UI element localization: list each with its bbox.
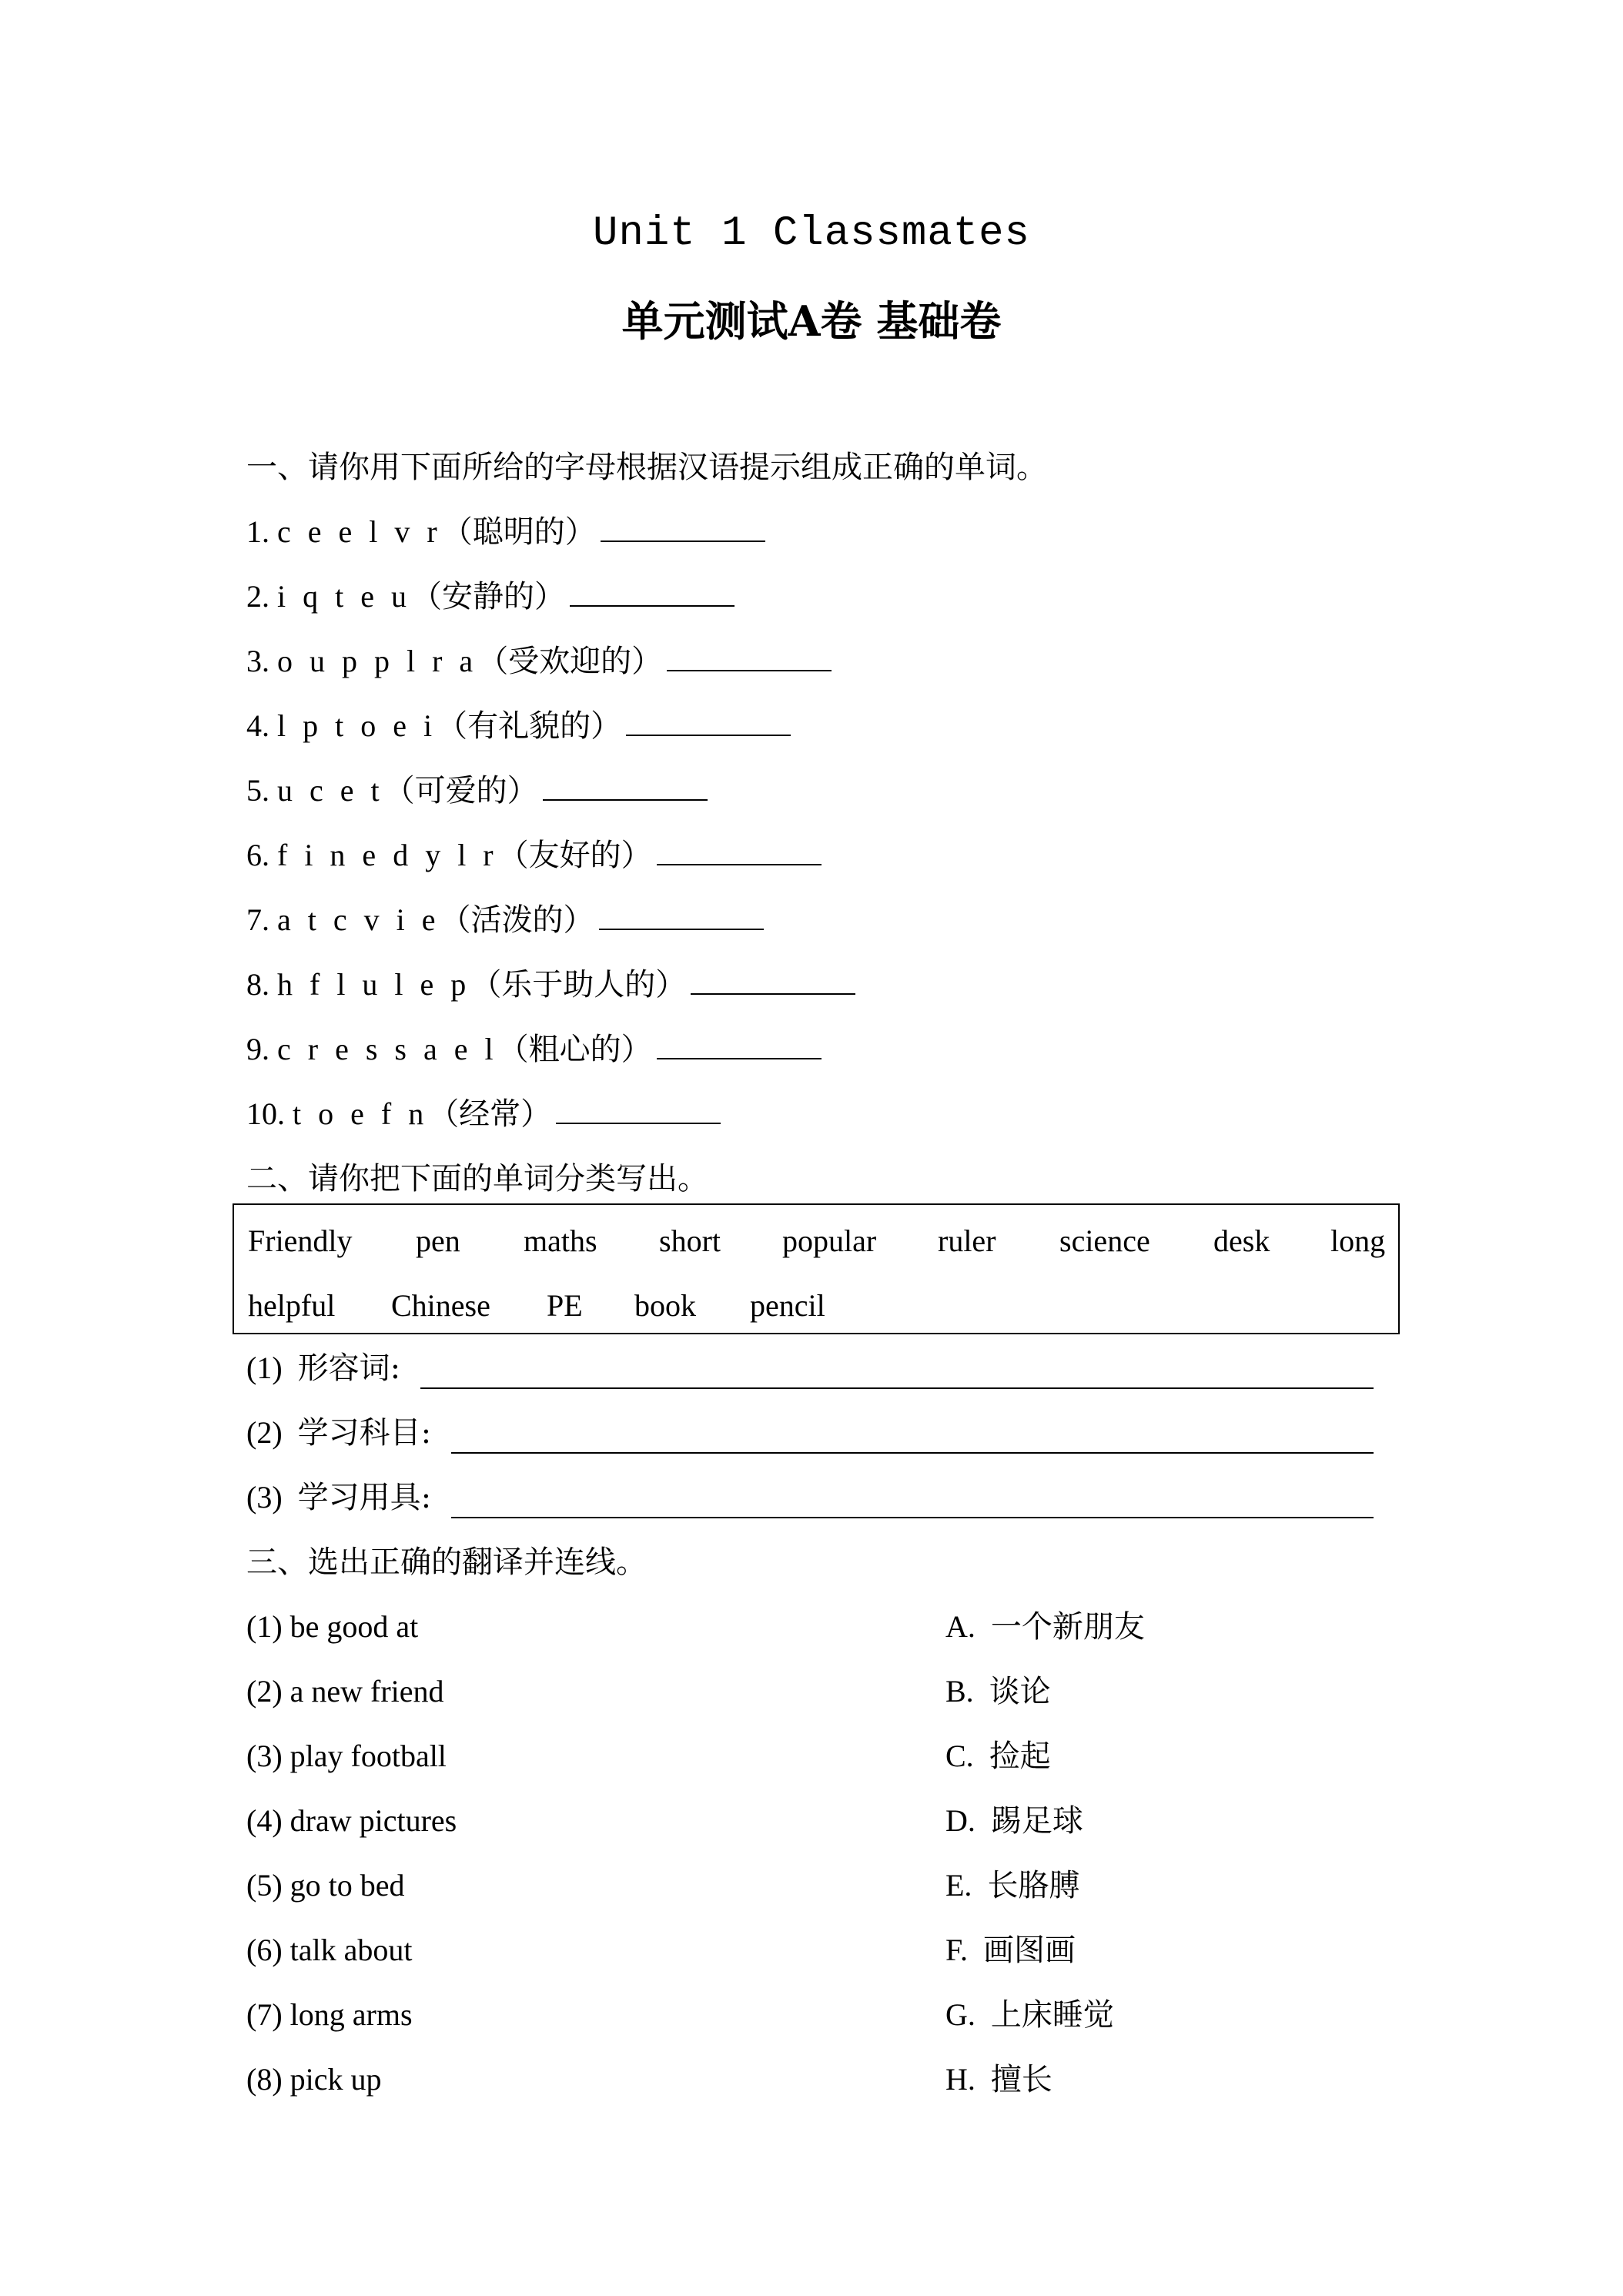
item-number: 5. <box>246 773 269 808</box>
option-text: 踢足球 <box>990 1803 1083 1839</box>
option-text: 谈论 <box>989 1674 1051 1709</box>
category-label: 学习用具: <box>297 1480 432 1515</box>
category-number: (3) <box>246 1480 283 1514</box>
option-letter: E. <box>945 1868 972 1903</box>
option-letter: D. <box>945 1803 975 1838</box>
chinese-hint: （安静的） <box>410 579 565 614</box>
translation-item <box>945 1672 1051 1711</box>
category-number: (2) <box>246 1415 283 1450</box>
word-bank-word: short <box>659 1223 721 1258</box>
translation-item <box>945 1737 1051 1776</box>
option-text: 上床睡觉 <box>990 1997 1114 2033</box>
word-bank-word: ruler <box>938 1223 996 1258</box>
category-answer-blank[interactable] <box>420 1386 1374 1389</box>
chinese-hint: （乐于助人的） <box>470 967 687 1002</box>
option-text: 画图画 <box>983 1933 1076 1968</box>
scrambled-letters: l p t o e i <box>277 708 437 743</box>
section3-heading: 三、选出正确的翻译并连线。 <box>246 1545 647 1580</box>
scrambled-letters: i q t e u <box>277 579 411 614</box>
item-number: 7. <box>246 902 269 937</box>
answer-blank[interactable] <box>626 707 791 736</box>
page-subtitle: 单元测试A卷 基础卷 <box>621 296 1002 346</box>
word-item <box>246 966 855 1004</box>
category-answer-blank[interactable] <box>451 1451 1374 1454</box>
word-item <box>246 642 832 681</box>
chinese-hint: （有礼貌的） <box>437 708 622 744</box>
option-letter: A. <box>945 1609 975 1644</box>
scrambled-letters: f i n e d y l r <box>277 838 498 872</box>
word-bank-word: popular <box>782 1223 877 1258</box>
option-text: 捡起 <box>989 1739 1051 1774</box>
word-item <box>246 577 735 616</box>
translation-item <box>945 1996 1114 2034</box>
item-number: 9. <box>246 1032 269 1066</box>
translation-item <box>945 1866 1079 1905</box>
scrambled-letters: o u p p l r a <box>277 644 478 678</box>
translation-item <box>945 1802 1083 1840</box>
phrase-item: (8) pick up <box>246 2062 382 2097</box>
option-text: 擅长 <box>990 2062 1052 2097</box>
item-number: 8. <box>246 967 269 1002</box>
category-answer-blank[interactable] <box>451 1515 1374 1518</box>
word-bank-word: desk <box>1213 1223 1270 1258</box>
category-number: (1) <box>246 1350 283 1385</box>
phrase-item: (6) talk about <box>246 1933 413 1967</box>
answer-blank[interactable] <box>691 966 855 995</box>
item-number: 4. <box>246 708 269 743</box>
phrase-item: (1) be good at <box>246 1609 419 1644</box>
option-letter: H. <box>945 2062 975 2097</box>
translation-item <box>945 2060 1052 2099</box>
phrase-item: (2) a new friend <box>246 1674 444 1709</box>
word-item <box>246 901 764 939</box>
scrambled-letters: h f l u l e p <box>277 967 471 1002</box>
scrambled-letters: c r e s s a e l <box>277 1032 498 1066</box>
item-number: 1. <box>246 514 269 549</box>
section2-heading: 二、请你把下面的单词分类写出。 <box>246 1161 708 1197</box>
item-number: 6. <box>246 838 269 872</box>
answer-blank[interactable] <box>599 901 764 930</box>
word-bank-box <box>233 1203 1400 1334</box>
word-bank-word: book <box>634 1288 696 1323</box>
category-line <box>246 1349 400 1387</box>
word-bank-word: science <box>1059 1223 1150 1258</box>
answer-blank[interactable] <box>570 577 735 607</box>
word-item <box>246 1095 721 1133</box>
answer-blank[interactable] <box>667 642 832 671</box>
word-item <box>246 707 791 745</box>
word-bank-word: Friendly <box>248 1223 353 1258</box>
chinese-hint: （粗心的） <box>497 1032 652 1067</box>
item-number: 3. <box>246 644 269 678</box>
option-letter: B. <box>945 1674 974 1709</box>
option-letter: F. <box>945 1933 969 1967</box>
category-label: 形容词: <box>297 1350 401 1386</box>
word-item <box>246 513 765 551</box>
chinese-hint: （聪明的） <box>441 514 596 550</box>
word-bank-word: Chinese <box>391 1288 490 1323</box>
category-line <box>246 1478 431 1517</box>
chinese-hint: （活泼的） <box>440 902 594 938</box>
translation-item <box>945 1931 1076 1970</box>
scrambled-letters: t o e f n <box>293 1096 429 1131</box>
phrase-item: (5) go to bed <box>246 1868 405 1903</box>
word-item <box>246 836 822 875</box>
answer-blank[interactable] <box>657 1030 822 1059</box>
word-bank-word: long <box>1330 1223 1386 1258</box>
chinese-hint: （经常） <box>428 1096 552 1132</box>
section1-heading: 一、请你用下面所给的字母根据汉语提示组成正确的单词。 <box>246 450 1047 485</box>
category-line <box>246 1414 431 1452</box>
scrambled-letters: u c e t <box>277 773 384 808</box>
option-text: 长胳膊 <box>987 1868 1080 1903</box>
word-bank-word: pen <box>416 1223 460 1258</box>
answer-blank[interactable] <box>601 513 765 542</box>
word-bank-word: PE <box>547 1288 583 1323</box>
scrambled-letters: c e e l v r <box>277 514 442 549</box>
word-bank-word: helpful <box>248 1288 336 1323</box>
phrase-item: (4) draw pictures <box>246 1803 457 1838</box>
item-number: 2. <box>246 579 269 614</box>
translation-item <box>945 1608 1145 1646</box>
word-bank-word: pencil <box>750 1288 825 1323</box>
item-number: 10. <box>246 1096 285 1131</box>
answer-blank[interactable] <box>657 836 822 865</box>
option-letter: G. <box>945 1997 975 2032</box>
word-bank-word: maths <box>524 1223 597 1258</box>
word-item <box>246 1030 822 1069</box>
chinese-hint: （受欢迎的） <box>477 644 663 679</box>
chinese-hint: （友好的） <box>497 838 652 873</box>
option-text: 一个新朋友 <box>990 1609 1145 1645</box>
word-item <box>246 771 708 810</box>
answer-blank[interactable] <box>543 771 708 801</box>
answer-blank[interactable] <box>556 1095 721 1124</box>
option-letter: C. <box>945 1739 974 1773</box>
scrambled-letters: a t c v i e <box>277 902 440 937</box>
phrase-item: (3) play football <box>246 1739 447 1773</box>
page-title: Unit 1 Classmates <box>593 210 1030 257</box>
category-label: 学习科目: <box>297 1415 432 1451</box>
phrase-item: (7) long arms <box>246 1997 413 2032</box>
chinese-hint: （可爱的） <box>383 773 538 808</box>
